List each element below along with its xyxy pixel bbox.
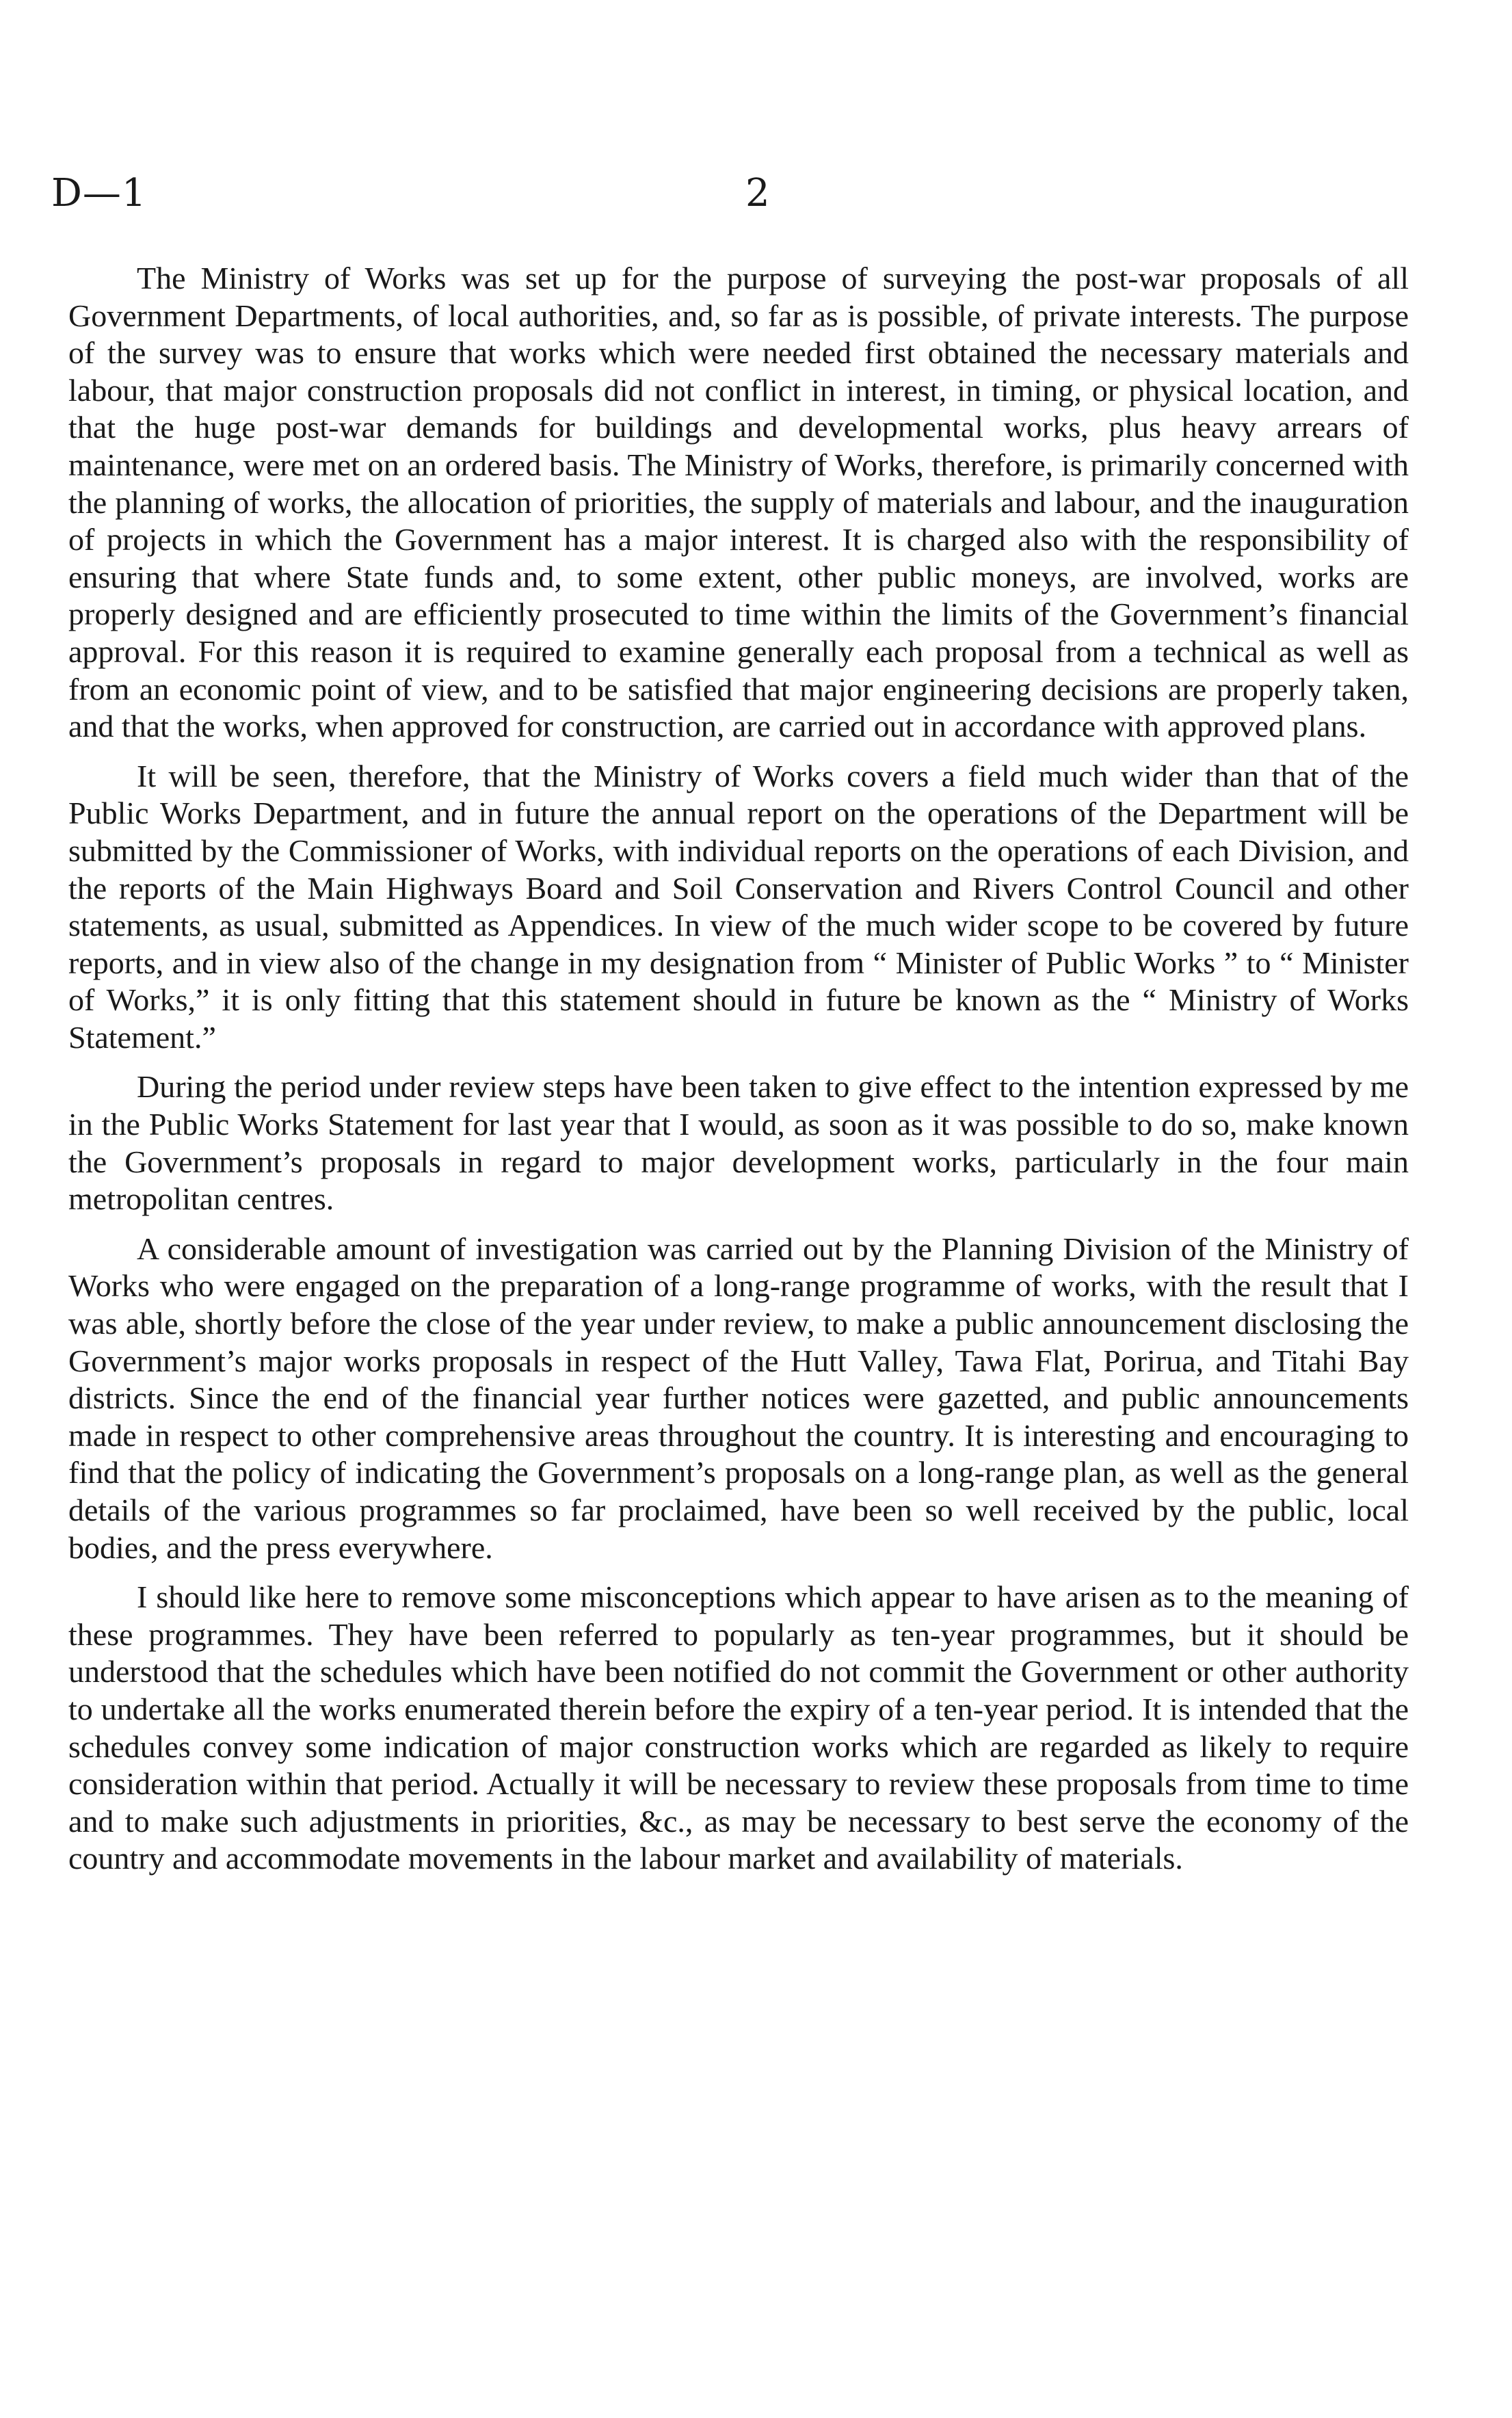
paragraph: It will be seen, therefore, that the Ministry of Works covers a field much wider than that of the Public Works Department, and in future the annual report on the operations of the Department will be submitted by the Commissioner of Works, with individual reports on the operations of each Division, and the reports of the Main Highways Board and Soil Conservation and Rivers Control Council and other statements, as usual, submitted as Appendices. In view of the much wider scope to be covered by future reports, and in view also of the change in my designation from “ Minister of Public Works ” to “ Minister of Works,” it is only fitting that this statement should in future be known as the “ Ministry of Works Statement.”	[68, 758, 1409, 1055]
paragraph: The Ministry of Works was set up for the purpose of surveying the post-war proposals of all Government Departments, of local authorities, and, so far as is possible, of private interests. The purpose of the survey was to ensure that works which were needed first obtained the necessary materials and labour, that major construction proposals did not conflict in interest, in timing, or physical location, and that the huge post-war demands for buildings and developmental works, plus heavy arrears of maintenance, were met on an ordered basis. The Ministry of Works, therefore, is primarily concerned with the planning of works, the allocation of priorities, the supply of materials and labour, and the inauguration of projects in which the Government has a major interest. It is charged also with the responsibility of ensuring that where State funds and, to some extent, other public moneys, are involved, works are properly designed and are efficiently prosecuted to time within the limits of the Government’s financial approval. For this reason it is required to examine generally each proposal from a technical as well as from an economic point of view, and to be satisfied that major engineering decisions are properly taken, and that the works, when approved for construction, are carried out in accordance with approved plans.	[68, 261, 1409, 744]
page-number: 2	[745, 171, 770, 215]
paragraph: I should like here to remove some misconceptions which appear to have arisen as to the meaning of these programmes. They have been referred to popularly as ten-year programmes, but it should be understood that the schedules which have been notified do not commit the Government or other authority to undertake all the works enumerated therein before the expiry of a ten-year period. It is intended that the schedules convey some indication of major construction works which are regarded as likely to require consideration within that period. Actually it will be necessary to review these proposals from time to time and to make such adjustments in priorities, &c., as may be necessary to best serve the economy of the country and accommodate movements in the labour market and availability of materials.	[68, 1579, 1409, 1876]
page-header	[51, 171, 1460, 226]
statement-body	[68, 260, 1409, 1890]
document-reference: D—1	[51, 171, 147, 215]
paragraph: A considerable amount of investigation was carried out by the Planning Division of the Ministry of Works who were engaged on the preparation of a long-range programme of works, with the result that I was able, shortly before the close of the year under review, to make a public announcement disclosing the Government’s major works proposals in respect of the Hutt Valley, Tawa Flat, Porirua, and Titahi Bay districts. Since the end of the financial year further notices were gazetted, and public announcements made in respect to other comprehensive areas throughout the country. It is interesting and encouraging to find that the policy of indicating the Government’s proposals on a long-range plan, as well as the general details of the various programmes so far proclaimed, have been so well received by the public, local bodies, and the press everywhere.	[68, 1231, 1409, 1565]
paragraph: During the period under review steps have been taken to give effect to the intention expressed by me in the Public Works Statement for last year that I would, as soon as it was possible to do so, make known the Government’s proposals in regard to major development works, particularly in the four main metropolitan centres.	[68, 1069, 1409, 1217]
